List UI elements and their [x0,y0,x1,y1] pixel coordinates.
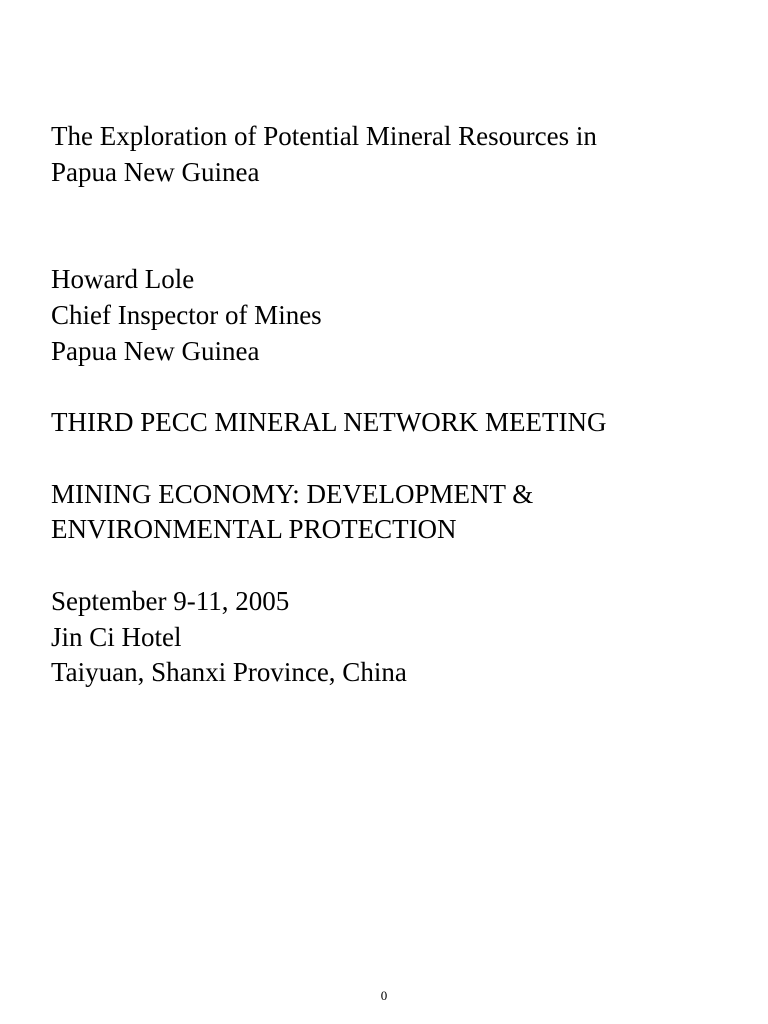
theme-line-2: ENVIRONMENTAL PROTECTION [51,514,457,544]
theme-line-1: MINING ECONOMY: DEVELOPMENT & [51,479,534,509]
meeting-title: THIRD PECC MINERAL NETWORK MEETING [51,407,607,437]
title-line-1: The Exploration of Potential Mineral Resources in [51,121,597,151]
author-position: Chief Inspector of Mines [51,300,322,330]
event-dates: September 9-11, 2005 [51,586,290,616]
title-line-2: Papua New Guinea [51,157,260,187]
author-name: Howard Lole [51,264,195,294]
event-venue: Jin Ci Hotel [51,622,182,652]
event-location: Taiyuan, Shanxi Province, China [51,657,407,687]
author-country: Papua New Guinea [51,336,260,366]
page-number: 0 [380,988,388,1003]
